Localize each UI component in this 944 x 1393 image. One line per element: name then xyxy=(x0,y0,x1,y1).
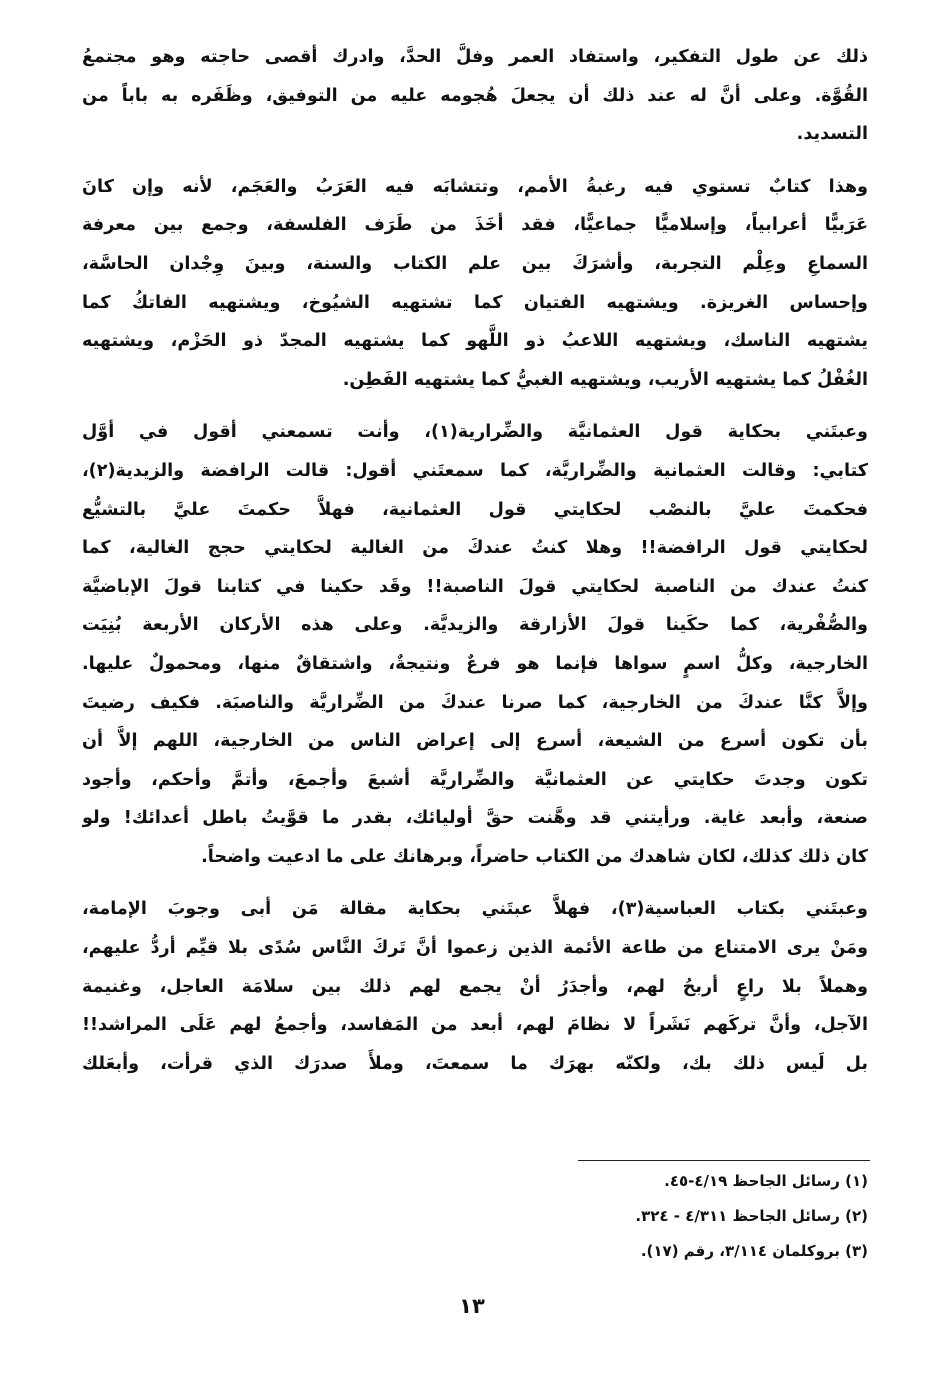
text-line: بأن تكون أسرع من الشيعة، أسرع إلى إعراض الناس من الخارجية، اللهم إلاَّ أن xyxy=(82,731,868,752)
text-line: القُوَّة. وعلى أنَّ له عند ذلك أن يجعلَ هُجومه عليه من التوفيق، وظَفَره به باباً من xyxy=(82,85,868,106)
paragraph-gap xyxy=(82,154,868,168)
paragraph-gap xyxy=(82,876,868,890)
text-line: لحكايتي قول الرافضة!! وهلا كنتُ عندكَ من الغالية لحكايتي حجج الغالية، كما xyxy=(82,538,868,559)
text-line: الخارجية، وكلُّ اسمٍ سواها فإنما هو فرعٌ ونتيجةٌ، واشتقاقٌ منها، ومحمولٌ عليها. xyxy=(82,653,868,674)
main-text xyxy=(82,38,868,1083)
page-number: ١٣ xyxy=(459,1294,485,1318)
footnotes xyxy=(300,1164,868,1269)
text-line: الغُفْلُ كما يشتهيه الأريب، ويشتهيه الغبيُّ كما يشتهيه الفَطِن. xyxy=(342,369,868,390)
text-line: وعبتَني بكتاب العباسية(٣)، فهلاَّ عبتَني بحكاية مقالة مَن أبى وجوبَ الإمامة، xyxy=(82,899,868,920)
footnote-item: (٢) رسائل الجاحظ ٤/٣١١ - ٣٢٤. xyxy=(635,1207,868,1225)
footnote-item: (١) رسائل الجاحظ ٤/١٩-٤٥. xyxy=(664,1172,868,1190)
text-line: كان ذلك كذلك، لكان شاهدك من الكتاب حاضراً، وبرهانك على ما ادعيت واضحاً. xyxy=(201,846,868,867)
text-line: السماعِ وعِلْم التجربة، وأشرَكَ بين علم الكتاب والسنة، وبينَ وِجْدان الحاسَّة، xyxy=(82,253,868,274)
text-line: بل لَيس ذلك بك، ولكنّه بهرَك ما سمعتَ، وملأَ صدرَك الذي قرأت، وأبعَلك xyxy=(82,1053,868,1074)
text-line: يشتهيه الناسك، ويشتهيه اللاعبُ ذو اللَّهو كما يشتهيه المجدّ ذو الحَزْم، ويشتهيه xyxy=(82,331,868,352)
text-line: وهملاً بلا راعٍ أربحُ لهم، وأجدَرُ أنْ يجمع لهم ذلك بين سلامَة العاجل، وغنيمة xyxy=(82,976,868,997)
text-line: صنعة، وأبعد غاية. ورأيتني قد وهَّنت حقَّ أوليائك، بقدر ما قوَّيتُ باطل أعدائك! ولو xyxy=(82,808,868,829)
paragraph-gap xyxy=(82,399,868,413)
footnote-item: (٣) بروكلمان ٣/١١٤، رقم (١٧). xyxy=(640,1242,868,1260)
text-line: فحكمتَ عليَّ بالنصْب لحكايتي قول العثمانية، فهلاَّ حكمتَ عليَّ بالتشيُّع xyxy=(82,499,868,520)
footnote-divider xyxy=(578,1160,870,1161)
text-line: الآجل، وأنَّ تركَهم نَشَراً لا نظامَ لهم، أبعد من المَفاسد، وأجمعُ لهم عَلَى المراشد!! xyxy=(82,1015,868,1036)
text-line: وهذا كتابٌ تستوي فيه رغبةُ الأمم، وتتشابَه فيه العَرَبُ والعَجَم، لأنه وإن كانَ xyxy=(82,176,868,197)
paragraph-4 xyxy=(82,890,868,1083)
text-line: كنتُ عندك من الناصبة لحكايتي قولَ الناصبة!! وقَد حكينا في كتابنا قولَ الإباضيَّة xyxy=(82,576,868,597)
text-line: وإحساس الغريزة. ويشتهيه الفتيان كما تشتهيه الشيُوخ، ويشتهيه الفاتكُ كما xyxy=(82,292,868,313)
text-line: كتابي: وقالت العثمانية والضِّراريَّة، كما سمعتَني أقول: قالت الرافضة والزيدية(٢)، xyxy=(82,460,868,481)
text-line: ذلك عن طول التفكير، واستفاد العمر وفلَّ الحدَّ، وادرك أقصى حاجته وهو مجتمعُ xyxy=(82,47,868,67)
paragraph-1 xyxy=(82,38,868,154)
text-line: وعبتَني بحكاية قول العثمانيَّة والضِّرارية(١)، وأنت تسمعني أقول في أوَّل xyxy=(82,422,868,443)
text-line: وإلاَّ كنَّا عندكَ من الخارجية، كما صرنا عندكَ من الضِّراريَّة والناصبَة. فكيف رضيتَ xyxy=(82,692,868,713)
paragraph-2 xyxy=(82,168,868,400)
text-line: عَرَبيًّا أعرابياً، وإسلاميًّا جماعيًّا، فقد أخَذَ من طَرَف الفلسفة، وجمع بين معرفة xyxy=(82,215,868,236)
paragraph-3 xyxy=(82,413,868,876)
text-line: والصُّفْرية، كما حكَينا قولَ الأزارقة والزيديَّة. وعلى هذه الأركان الأربعة بُنِيَت xyxy=(82,615,868,636)
text-line: تكون وجدتَ حكايتي عن العثمانيَّة والضِّراريَّة أشبعَ وأجمعَ، وأتمَّ وأحكم، وأجود xyxy=(82,769,868,790)
text-line: التسديد. xyxy=(796,124,868,145)
text-line: ومَنْ يرى الامتناع من طاعة الأئمة الذين زعموا أنَّ تَركَ النَّاس سُدًى بلا قيِّم أردُّ عليهم، xyxy=(82,938,868,959)
